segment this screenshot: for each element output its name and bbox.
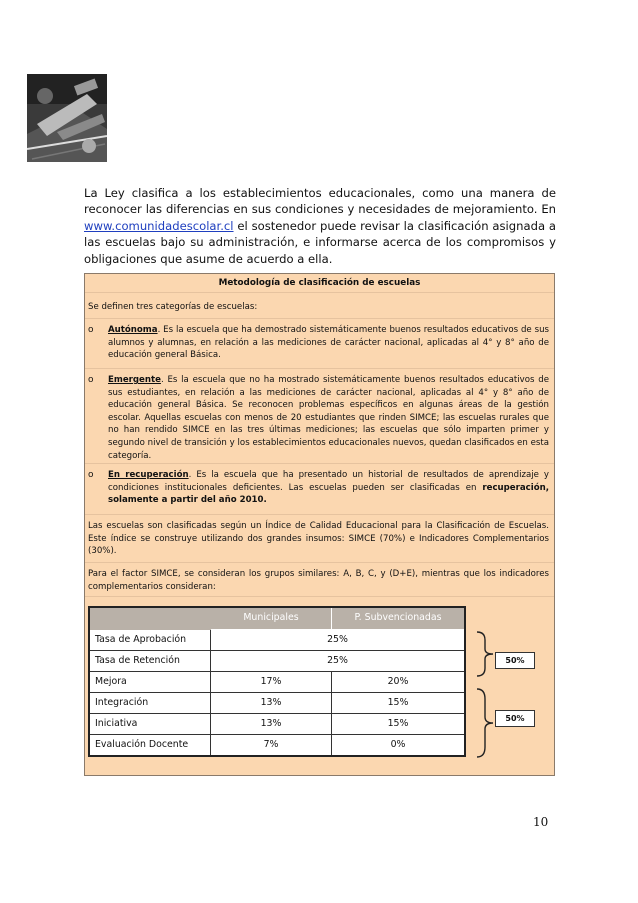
table-row <box>89 693 465 714</box>
category-name: Autónoma <box>108 325 158 335</box>
row-merged-value: 25% <box>211 651 466 672</box>
category-name: En recuperación <box>108 470 189 480</box>
table-row <box>89 630 465 651</box>
row-subvencionadas-value: 15% <box>332 693 466 714</box>
box-rule <box>85 514 554 515</box>
table-header-subvencionadas: P. Subvencionadas <box>332 607 466 630</box>
category-emergente <box>88 374 549 462</box>
row-label: Iniciativa <box>89 714 211 735</box>
group-badge-bottom: 50% <box>495 710 535 727</box>
category-en-recuperacion <box>88 469 549 507</box>
photo-image <box>27 74 107 162</box>
row-municipales-value: 13% <box>211 693 332 714</box>
category-autonoma <box>88 324 549 362</box>
row-municipales-value: 17% <box>211 672 332 693</box>
table-header-empty <box>89 607 211 630</box>
row-merged-value: 25% <box>211 630 466 651</box>
box-rule <box>85 596 554 597</box>
category-text: . Es la escuela que no ha mostrado sistemáticamente buenos resultados educativos de sus estudiantes, en relación a las mediciones de carácter nacional, aplicadas al 4° y 8° año de educación general Básica. Se reconocen problemas específicos en algunas áreas de la gestión escolar. Aquellas escuelas con menos de 20 estudiantes que rinden SIMCE; las escuelas rurales que no han rendido SIMCE en las tres últimas mediciones; las escuelas que sólo imparten primer y segundo nivel de transición y los establecimientos educacionales nuevos, quedan clasificados en esta categoría. <box>108 375 549 461</box>
group-badge-top: 50% <box>495 652 535 669</box>
row-subvencionadas-value: 15% <box>332 714 466 735</box>
brace-top-icon <box>473 630 497 678</box>
category-text: . Es la escuela que ha presentado un historial de resultados de aprendizaje y condiciones institucionales deficientes. Las escuelas pueden ser clasificadas en <box>108 470 550 493</box>
brace-bottom-icon <box>473 687 497 759</box>
page-number: 10 <box>533 815 549 829</box>
category-name: Emergente <box>108 375 161 385</box>
box-rule <box>85 368 554 369</box>
row-label: Tasa de Retención <box>89 651 211 672</box>
header-photo <box>27 74 107 162</box>
category-text: . Es la escuela que ha demostrado sistemáticamente buenos resultados educativos de sus alumnos y alumnas, en relación a las mediciones de carácter nacional, aplicadas al 4° y 8° año de educación general Básica. <box>108 325 549 361</box>
methodology-box <box>84 273 555 776</box>
box-rule <box>85 318 554 319</box>
box-rule <box>85 292 554 293</box>
row-subvencionadas-value: 0% <box>332 735 466 757</box>
bullet-marker: o <box>88 470 94 480</box>
table-row <box>89 651 465 672</box>
box-rule <box>85 562 554 563</box>
indicators-table <box>88 606 466 757</box>
table-header-municipales: Municipales <box>211 607 332 630</box>
box-paragraph-index: Las escuelas son clasificadas según un Índice de Calidad Educacional para la Clasificación de Escuelas. Este índice se construye utilizando dos grandes insumos: SIMCE (70%) e Indicadores Complementarios (30%). <box>88 521 549 557</box>
intro-paragraph <box>84 185 556 267</box>
comunidadescolar-link[interactable]: www.comunidadescolar.cl <box>84 218 234 233</box>
category-bold-tail: recuperación, solamente a partir del año 2010. <box>108 482 549 506</box>
box-paragraph-simce: Para el factor SIMCE, se consideran los grupos similares: A, B, C, y (D+E), mientras que los indicadores complementarios consideran: <box>88 569 549 592</box>
row-municipales-value: 13% <box>211 714 332 735</box>
intro-text-end: el sostenedor puede revisar la clasificación asignada a las escuelas bajo su administración, e informarse acerca de los compromisos y obligaciones que asume de acuerdo a ella. <box>84 218 556 266</box>
row-label: Mejora <box>89 672 211 693</box>
bullet-marker: o <box>88 375 94 385</box>
row-subvencionadas-value: 20% <box>332 672 466 693</box>
box-lead: Se definen tres categorías de escuelas: <box>88 302 258 312</box>
table-row <box>89 672 465 693</box>
box-rule <box>85 463 554 464</box>
row-municipales-value: 7% <box>211 735 332 757</box>
table-header-row <box>89 607 465 630</box>
row-label: Evaluación Docente <box>89 735 211 757</box>
row-label: Tasa de Aprobación <box>89 630 211 651</box>
table-row <box>89 714 465 735</box>
intro-text-start: La Ley clasifica a los establecimientos educacionales, como una manera de reconocer las diferencias en sus condiciones y necesidades de mejoramiento. En <box>84 186 556 217</box>
row-label: Integración <box>89 693 211 714</box>
box-title: Metodología de clasificación de escuelas <box>218 278 421 288</box>
bullet-marker: o <box>88 325 94 335</box>
table-row <box>89 735 465 757</box>
